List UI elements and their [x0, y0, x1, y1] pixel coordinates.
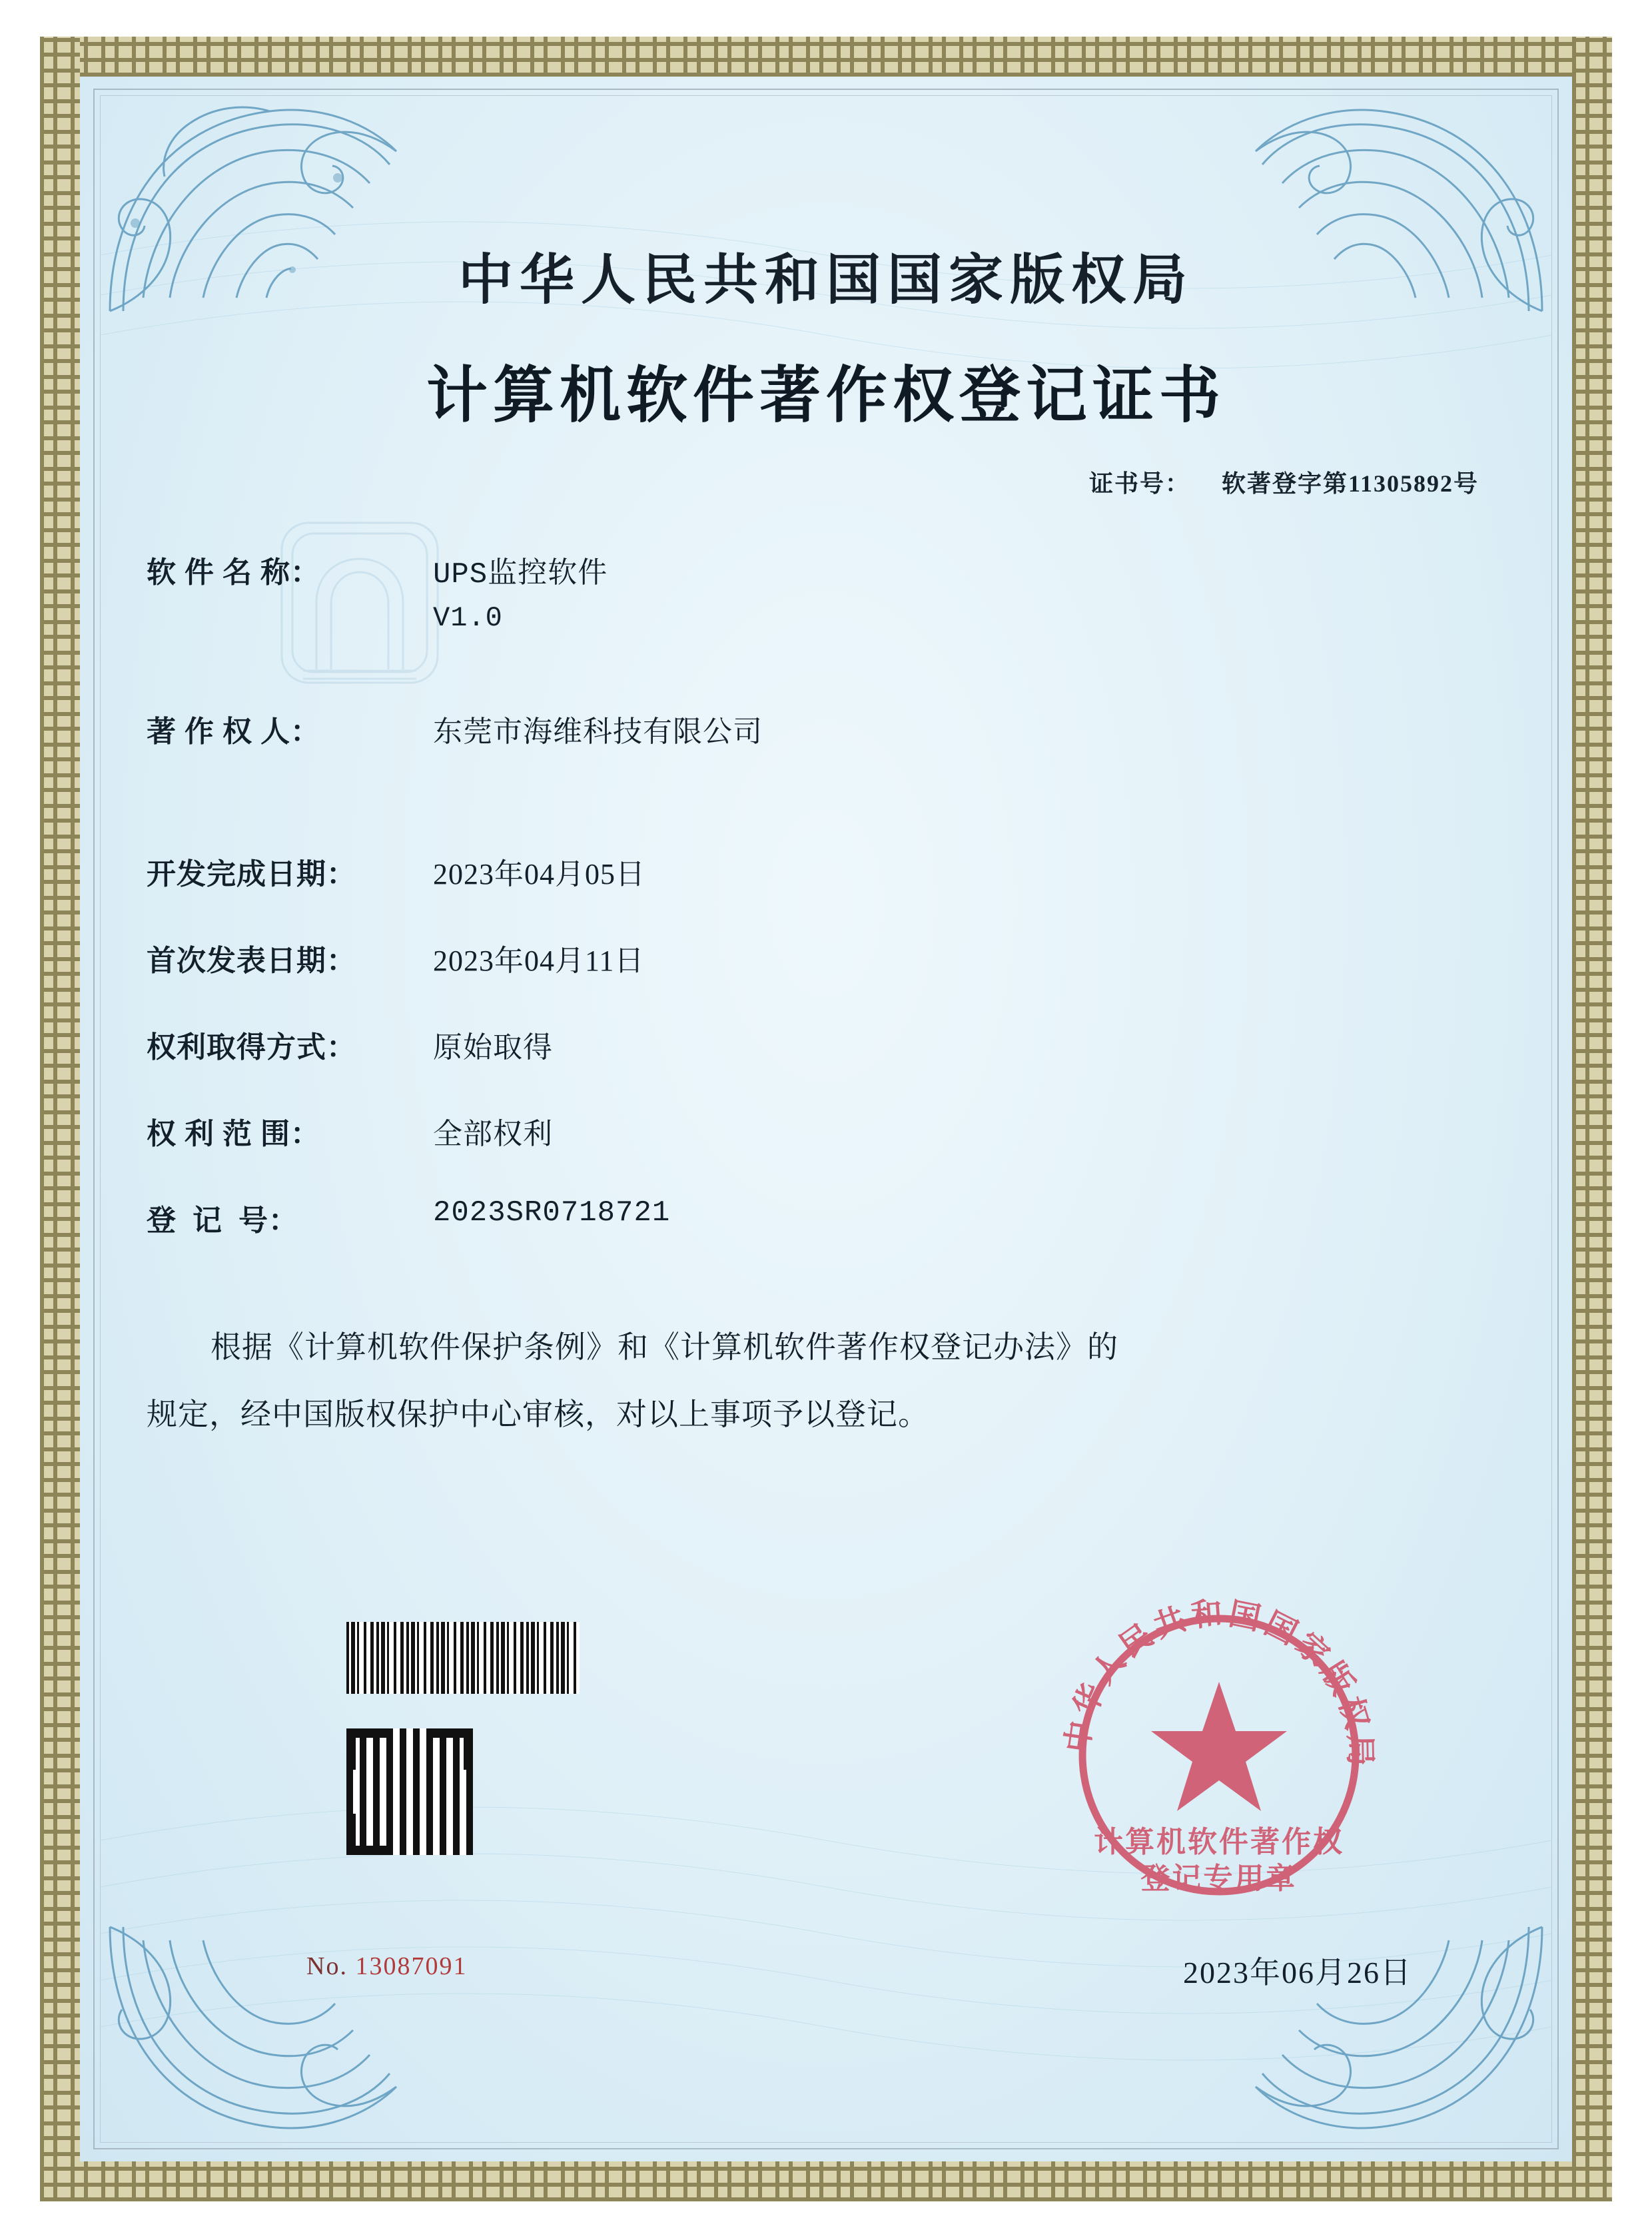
field-first-publish-date	[147, 936, 1505, 979]
issue-date: 2023年06月26日	[1183, 1956, 1412, 1990]
field-value-text: UPS监控软件	[433, 558, 608, 591]
certificate-number-value: 软著登字第11305892号	[1221, 470, 1479, 497]
serial-prefix: No.	[306, 1952, 348, 1980]
certificate-page	[40, 37, 1612, 2201]
field-value-version: V1.0	[433, 602, 503, 634]
field-value	[433, 548, 1505, 634]
field-label: 首次发表日期：	[147, 944, 356, 977]
field-label: 登 记 号：	[147, 1204, 298, 1237]
border-top	[40, 37, 1612, 77]
barcode	[346, 1622, 580, 1694]
page-title-certificate: 计算机软件著作权登记证书	[426, 359, 1226, 431]
border-left	[40, 37, 80, 2201]
svg-text:中华人民共和国国家版权局: 中华人民共和国国家版权局	[1058, 1595, 1379, 1770]
certificate-number	[147, 465, 1505, 499]
svg-text:登记专用章: 登记专用章	[1140, 1862, 1298, 1896]
field-copyright-owner	[147, 707, 1505, 750]
serial-value: 13087091	[355, 1952, 468, 1980]
serial-number	[306, 1952, 467, 1981]
field-label: 权利取得方式：	[147, 1031, 356, 1064]
legal-statement-line-1: 根据《计算机软件保护条例》和《计算机软件著作权登记办法》的	[210, 1330, 1118, 1364]
qr-code	[346, 1728, 473, 1855]
legal-statement-line-2: 规定，经中国版权保护中心审核，对以上事项予以登记。	[147, 1397, 929, 1432]
field-label: 权 利 范 围：	[147, 1118, 320, 1150]
field-label: 著 作 权 人：	[147, 715, 320, 748]
code-area	[346, 1622, 580, 1855]
legal-statement	[147, 1319, 1505, 1443]
field-rights-acquisition	[147, 1023, 1505, 1066]
border-bottom	[40, 2161, 1612, 2201]
field-value: 2023SR0718721	[433, 1196, 671, 1230]
certificate-number-label: 证书号：	[1088, 470, 1190, 497]
border-right	[1572, 37, 1612, 2201]
field-registration-number	[147, 1196, 1505, 1239]
field-label: 软 件 名 称：	[147, 556, 320, 589]
field-value: 2023年04月05日	[433, 858, 645, 891]
official-seal-icon	[1046, 1582, 1392, 1928]
field-label: 开发完成日期：	[147, 858, 356, 891]
svg-text:计算机软件著作权: 计算机软件著作权	[1094, 1825, 1344, 1859]
page-title-organization: 中华人民共和国国家版权局	[458, 248, 1194, 312]
field-value: 2023年04月11日	[433, 944, 645, 977]
field-software-name	[147, 548, 1505, 634]
field-value: 全部权利	[433, 1118, 553, 1150]
field-rights-scope	[147, 1110, 1505, 1152]
field-development-date	[147, 850, 1505, 893]
field-value: 东莞市海维科技有限公司	[433, 715, 763, 748]
field-value: 原始取得	[433, 1031, 553, 1064]
certificate-content	[147, 236, 1505, 1443]
